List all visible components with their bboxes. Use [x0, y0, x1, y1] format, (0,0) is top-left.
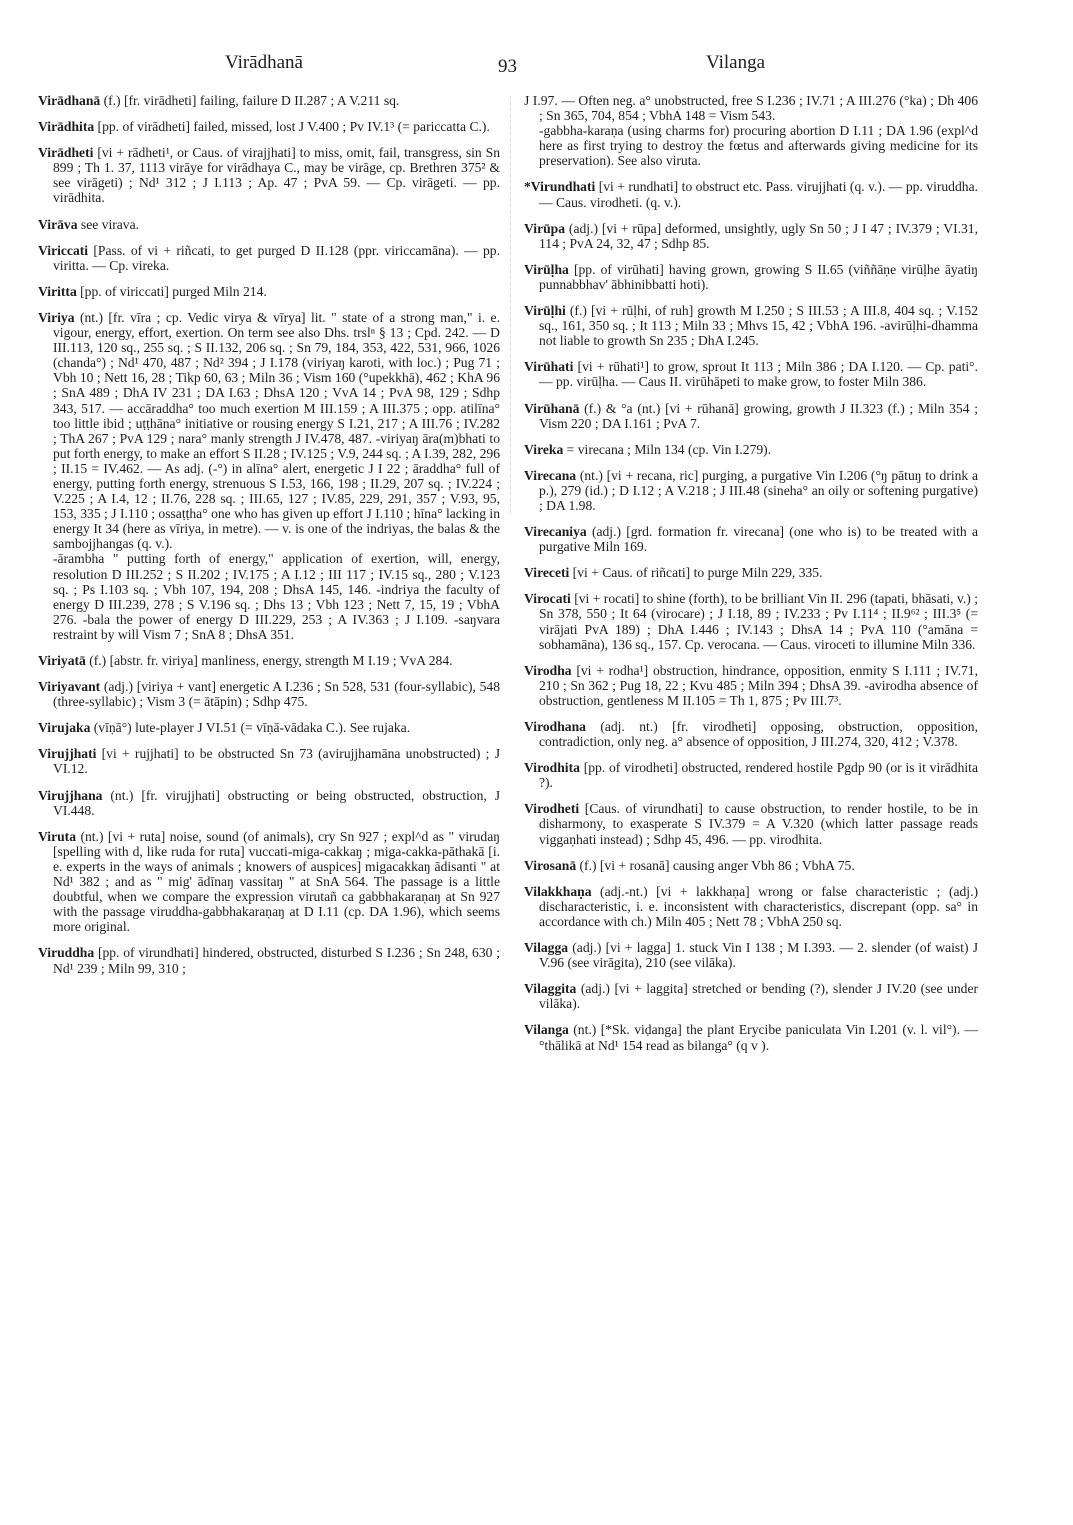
dictionary-entry [38, 788, 500, 818]
entry-definition: [vi + rodha¹] obstruction, hindrance, opposition, enmity S I.111 ; IV.71, 210 ; Sn 362 ; Pug 18, 22 ; Kvu 485 ; Miln 394 ; DhsA 39. -avirodha absence of obstruction, gentleness M II.105 = Th 1, 875 ; Pv III.7³. [539, 662, 978, 708]
entry-headword: Virodhana [524, 719, 586, 734]
dictionary-entry [38, 945, 500, 975]
entry-headword: Vilaggita [524, 981, 577, 997]
entry-definition: (nt.) [vi + recana, ric] purging, a purgative Vin I.206 (°ŋ pātuŋ to drink a p.), 279 (id.) ; D I.12 ; A V.218 ; J III.48 (sineha° an oily or softening purgative) ; DA 1.98. [539, 467, 978, 513]
dictionary-entry [524, 179, 978, 209]
dictionary-entry [524, 262, 978, 292]
entry-headword: Viruta [38, 828, 77, 844]
dictionary-entry [524, 801, 978, 846]
page-number: 93 [498, 56, 517, 77]
entry-definition: [pp. of viriccati] purged Miln 214. [76, 283, 267, 299]
entry-headword: Virodheti [524, 801, 580, 817]
dictionary-entry [524, 663, 978, 708]
running-head-left: Virādhanā [225, 52, 303, 73]
page-header [0, 48, 1073, 82]
entry-headword: Virūḷha [524, 261, 569, 277]
entry-headword: Virecaniya [524, 524, 587, 540]
entry-headword: Virūḷhi [524, 303, 566, 319]
entry-headword: Virujjhana [38, 787, 103, 803]
entry-headword: Virūhati [524, 359, 574, 375]
dictionary-entry [38, 653, 500, 668]
entry-definition: (adj.) [viriya + vant] energetic A I.236 ; Sn 528, 531 (four-syllabic), 548 (three-syllabic) ; Vism 3 (= ātāpin) ; Sdhp 475. [53, 679, 500, 710]
dictionary-entry [38, 119, 500, 134]
entry-definition: (adj. nt.) [fr. virodheti] opposing, obstruction, opposition, contradiction, only neg. a° absence of opposition, J III.274, 320, 412 ; V.378. [539, 719, 978, 750]
dictionary-entry [524, 940, 978, 970]
entry-headword: Virāva [38, 216, 78, 232]
entry-definition: (f.) [vi + rūḷhi, of ruh] growth M I.250 ; S III.53 ; A III.8, 404 sq. ; V.152 sq., 161, 350 sq. ; It 113 ; Miln 33 ; Mhvs 15, 42 ; VbhA 196. -avirūḷhi-dhamma not liable to growth Sn 235 ; DhA I.245. [539, 303, 978, 349]
dictionary-entry [524, 565, 978, 580]
entry-headword: Vireka [524, 441, 564, 457]
entry-definition: [vi + rundhati] to obstruct etc. Pass. virujjhati (q. v.). — pp. viruddha. — Caus. virodheti. (q. v.). [539, 179, 978, 210]
entry-definition: (adj.) [vi + lagga] 1. stuck Vin I 138 ; M I.393. — 2. slender (of waist) J V.96 (see virāgita), 210 (see vilāka). [539, 940, 978, 971]
entry-definition: [Caus. of virundhati] to cause obstruction, to render hostile, to be in disharmony, to exasperate S IV.379 = A V.320 (which latter passage reads viggaṇhati instead) ; Sdhp 45, 496. — pp. virodhita. [539, 801, 978, 847]
entry-definition: [Pass. of vi + riñcati, to get purged D II.128 (ppr. viriccamāna). — pp. viritta. — Cp. vireka. [53, 242, 500, 273]
entry-headword: Virujjhati [38, 746, 97, 762]
dictionary-entry [38, 93, 500, 108]
entry-definition: J I.97. — Often neg. a° unobstructed, free S I.236 ; IV.71 ; A III.276 (°ka) ; Dh 406 ; Sn 365, 704, 854 ; VbhA 148 = Vism 543. [524, 93, 978, 124]
dictionary-entry [38, 243, 500, 273]
dictionary-entry [524, 858, 978, 873]
entry-headword: Vilagga [524, 940, 569, 956]
entry-headword: Viritta [38, 283, 77, 299]
dictionary-entry [524, 303, 978, 348]
entry-headword: Virocati [524, 591, 571, 607]
dictionary-entry [524, 93, 978, 168]
right-column [524, 93, 978, 1064]
dictionary-entry [524, 221, 978, 251]
entry-headword: Vilakkhaṇa [524, 883, 592, 899]
entry-definition: [pp. of virundhati] hindered, obstructed, disturbed S I.236 ; Sn 248, 630 ; Nd¹ 239 ; Miln 99, 310 ; [53, 945, 500, 976]
entry-definition: (adj.-nt.) [vi + lakkhaṇa] wrong or false characteristic ; (adj.) discharacteristic, i. e. inconsistent with characteristics, discrepant (opp. sa° in accordance with ch.) Miln 405 ; Nett 78 ; VbhA 250 sq. [539, 883, 978, 929]
entry-definition: [pp. of virādheti] failed, missed, lost J V.400 ; Pv IV.1³ (= pariccatta C.). [94, 119, 490, 135]
dictionary-entry [524, 401, 978, 431]
entry-headword: Virādheti [38, 145, 94, 161]
entry-headword: Virujaka [38, 720, 91, 736]
dictionary-entry [38, 829, 500, 935]
entry-compounds: -ārambha " putting forth of energy," application of exertion, will, energy, resolution D III.252 ; S II.202 ; IV.175 ; A I.12 ; III 117 ; IV.15 sq., 280 ; V.123 sq. ; Ps I.103 sq. ; Vbh 107, 194, 208 ; DhsA 145, 146. -indriya the faculty of energy D III.239, 278 ; S V.196 sq. ; Dhs 13 ; Vbh 123 ; Nett 7, 15, 19 ; VbhA 276. -bala the power of energy D III.229, 253 ; A IV.363 ; J I.109. -saŋvara restraint by will Vism 7 ; SnA 8 ; DhsA 351. [53, 551, 500, 642]
entry-headword: *Virundhati [524, 179, 596, 195]
entry-headword: Viriyatā [38, 653, 86, 668]
entry-headword: Viriyavant [38, 679, 101, 695]
entry-headword: Virodha [524, 662, 572, 678]
entry-headword: Virādhita [38, 119, 95, 135]
entry-compounds: -gabbha-karaṇa (using charms for) procuring abortion D I.11 ; DA 1.96 (expl^d here as first trying to destroy the fœtus and afterwards giving medicine for its preservation). See also viruta. [539, 123, 978, 169]
entry-headword: Virādhanā [38, 93, 101, 108]
left-column [38, 93, 500, 987]
dictionary-entry [38, 145, 500, 205]
dictionary-entry [524, 468, 978, 513]
entry-headword: Vilanga [524, 1022, 569, 1038]
entry-headword: Vireceti [524, 565, 570, 581]
entry-definition: (f.) [fr. virādheti] failing, failure D II.287 ; A V.211 sq. [100, 93, 400, 108]
dictionary-entry [38, 720, 500, 735]
entry-definition: (nt.) [fr. virujjhati] obstructing or being obstructed, obstruction, J VI.448. [53, 787, 500, 818]
entry-definition: = virecana ; Miln 134 (cp. Vin I.279). [563, 441, 772, 457]
entry-definition: (adj.) [vi + laggita] stretched or bending (?), slender J IV.20 (see under vilāka). [539, 981, 978, 1012]
entry-definition: (nt.) [*Sk. viḍanga] the plant Erycibe paniculata Vin I.201 (v. l. vil°). — °thālikā at Nd¹ 154 read as bilanga° (q v ). [539, 1022, 978, 1053]
dictionary-entry [524, 719, 978, 749]
entry-definition: [vi + rujjhati] to be obstructed Sn 73 (avirujjhamāna unobstructed) ; J VI.12. [53, 746, 500, 777]
running-head-right: Vilanga [706, 52, 766, 73]
dictionary-entry [524, 591, 978, 651]
entry-definition: (f.) [vi + rosanā] causing anger Vbh 86 ; VbhA 75. [576, 857, 855, 873]
entry-headword: Virūhanā [524, 400, 580, 416]
dictionary-entry [524, 884, 978, 929]
entry-definition: [vi + rūhati¹] to grow, sprout It 113 ; Miln 386 ; DA I.120. — Cp. pati°. — pp. virūḷha. — Caus II. virūhāpeti to make grow, to foster Miln 386. [539, 359, 978, 390]
entry-headword: Virecana [524, 467, 577, 483]
entry-headword: Viriccati [38, 242, 89, 258]
dictionary-entry [38, 217, 500, 232]
entry-definition: [vi + rocati] to shine (forth), to be brilliant Vin II. 296 (tapati, bhāsati, v.) ; Sn 378, 550 ; It 64 (virocare) ; J I.18, 89 ; IV.233 ; Pv I.11⁴ ; II.9⁶² ; III.3⁵ (= virājati PvA 189) ; DhA I.446 ; IV.143 ; DhsA 14 ; PvA 110 (°amāna = sobhamāna), 136 sq., 157. Cp. verocana. — Caus. viroceti to illumine Miln 336. [539, 591, 978, 652]
entry-definition: [vi + rādheti¹, or Caus. of virajjhati] to miss, omit, fail, transgress, sin Sn 899 ; Th 1. 37, 1113 virāye for virādhaya C., may be virāge, cp. Brethren 375² & see virāgeti) ; Nd¹ 312 ; J I.113 ; Ap. 47 ; PvA 59. — Cp. virāgeti. — pp. virādhita. [53, 145, 500, 206]
dictionary-entry [524, 442, 978, 457]
entry-definition: (adj.) [grd. formation fr. virecana] (one who is) to be treated with a purgative Miln 169. [539, 524, 978, 555]
entry-definition: (nt.) [fr. vīra ; cp. Vedic virya & vīrya] lit. " state of a strong man," i. e. vigour, energy, effort, exertion. On term see also Dhs. trslⁿ § 13 ; Cpd. 242. — D III.113, 120 sq., 255 sq. ; S II.132, 206 sq. ; Sn 79, 184, 353, 422, 531, 966, 1026 (chanda°) ; Nd¹ 470, 487 ; Nd² 394 ; J I.178 (viriyaŋ karoti, with loc.) ; Pug 71 ; Vbh 10 ; Nett 16, 28 ; Tikp 60, 63 ; Miln 36 ; Vism 160 (°upekkhā), 462 ; KhA 96 ; SnA 489 ; DhA IV 231 ; DA I.63 ; DhsA 120 ; VvA 14 ; PvA 98, 129 ; Sdhp 343, 517. — accāraddha° too much exertion M III.159 ; A III.375 ; opp. atilīna° too little ibid ; uṭṭhāna° initiative or rousing energy S I.21, 217 ; A III.76 ; IV.282 ; ThA 267 ; PvA 129 ; nara° manly strength J IV.478, 487. -viriyaŋ āra(m)bhati to put forth energy, to make an effort S II.28 ; IV.125 ; V.9, 244 sq. ; A I.39, 282, 296 ; II.15 = IV.462. — As adj. (-°) in alīna° alert, energetic J I 22 ; āraddha° full of energy, putting forth energy, strenuous S I.53, 166, 198 ; II.29, 207 sq. ; IV.224 ; V.225 ; A I.4, 12 ; II.76, 228 sq. ; III.65, 127 ; IV.85, 229, 291, 357 ; V.93, 95, 153, 335 ; J I.110 ; ossaṭṭha° one who has given up effort J I.110 ; hīna° lacking in energy It 34 (here as vīriya, in metre). — v. is one of the indriyas, the balas & the sambojjhangas (q. v.). [53, 309, 500, 552]
entry-definition: (adj.) [vi + rūpa] deformed, unsightly, ugly Sn 50 ; J I 47 ; IV.379 ; VI.31, 114 ; PvA 24, 32, 47 ; Sdhp 85. [539, 220, 978, 251]
entry-definition: (f.) & °a (nt.) [vi + rūhanā] growing, growth J II.323 (f.) ; Miln 354 ; Vism 220 ; DA I.161 ; PvA 7. [539, 400, 978, 431]
column-divider [510, 96, 511, 516]
dictionary-entry [524, 524, 978, 554]
dictionary-entry [524, 1022, 978, 1052]
entry-definition: [pp. of virūhati] having grown, growing S II.65 (viññāṇe virūḷhe āyatiŋ punnabbhav' ābhinibbatti hoti). [539, 261, 978, 292]
entry-headword: Virosanā [524, 857, 577, 873]
dictionary-entry [524, 760, 978, 790]
dictionary-entry [38, 746, 500, 776]
dictionary-entry [524, 359, 978, 389]
entry-headword: Virūpa [524, 220, 566, 236]
entry-definition: [vi + Caus. of riñcati] to purge Miln 229, 335. [569, 565, 823, 581]
dictionary-entry [38, 679, 500, 709]
entry-headword: Virodhita [524, 760, 580, 776]
entry-definition: [pp. of virodheti] obstructed, rendered hostile Pgdp 90 (or is it virādhita ?). [539, 760, 978, 791]
entry-definition: (vīṇā°) lute-player J VI.51 (= vīṇā-vādaka C.). See rujaka. [90, 720, 411, 736]
entry-headword: Viruddha [38, 945, 95, 961]
dictionary-entry [38, 310, 500, 642]
dictionary-entry [38, 284, 500, 299]
entry-definition: (nt.) [vi + ruta] noise, sound (of animals), cry Sn 927 ; expl^d as " virudaŋ [spelling with d, like ruda for ruta] vuccati-miga-cakkaŋ ; miga-cakka-pāthakā [i. e. experts in the ways of animals ; knowers of auspices] migacakkaŋ ādisanti " at Nd¹ 382 ; and as " mig' ādīnaŋ vassitaŋ " at SnA 564. The passage is a little doubtful, when we compare the expression virutañ ca gabbhakaraṇaŋ at Sn 927 with the passage viruddha-gabbhakaraṇaŋ at D I.11 (cp. DA 1.96), which seems more original. [53, 828, 500, 935]
entry-definition: (f.) [abstr. fr. viriya] manliness, energy, strength M I.19 ; VvA 284. [85, 653, 453, 668]
dictionary-entry [524, 981, 978, 1011]
entry-headword: Viriya [38, 309, 75, 325]
entry-definition: see virava. [77, 216, 140, 232]
